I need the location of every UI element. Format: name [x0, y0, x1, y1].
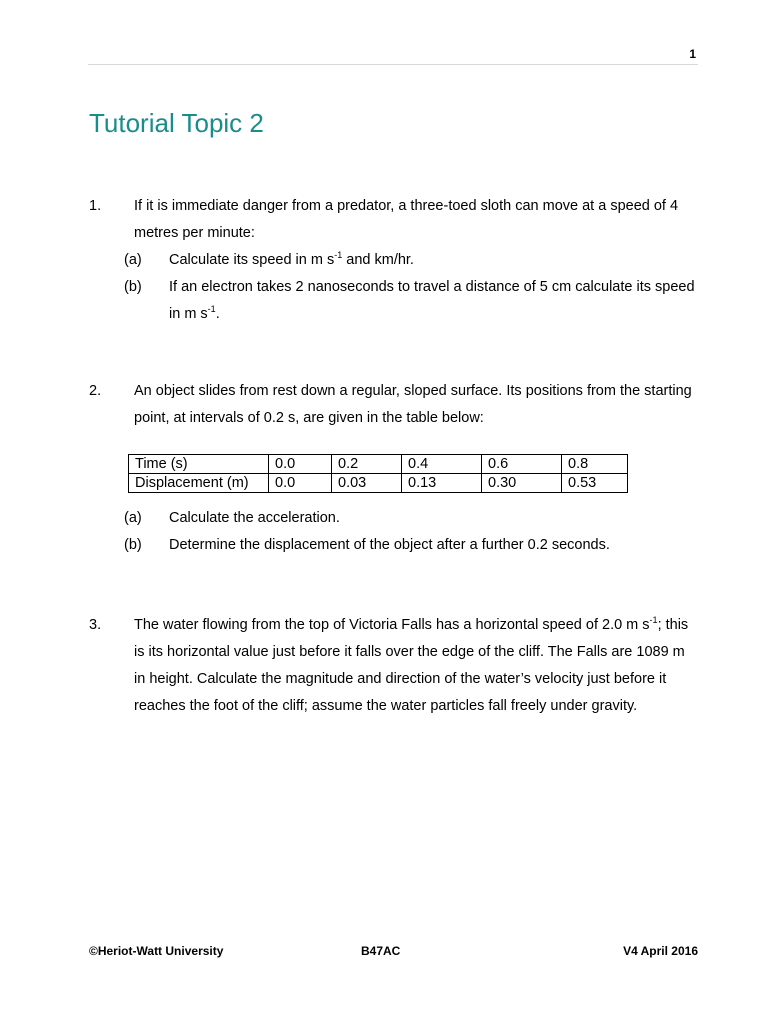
- table-cell: 0.03: [332, 474, 402, 493]
- question-1-part-a: [124, 247, 699, 274]
- question-2-text: An object slides from rest down a regular, sloped surface. Its positions from the starting point, at intervals of 0.2 s, are given in the table below:: [134, 383, 692, 426]
- page-title: Tutorial Topic 2: [89, 108, 264, 138]
- table-row: [129, 455, 628, 474]
- question-2-parts: [124, 505, 704, 559]
- question-3-text: The water flowing from the top of Victoria Falls has a horizontal speed of 2.0 m $s^{-1}$; this is its horizontal value just before it falls over the edge of the cliff. The Falls are 1089 m in height. Calculate the magnitude and direction of the water’s velocity just before it reaches the foot of the cliff; assume the water particles fall freely under gravity.: [134, 615, 689, 714]
- question-1-text: If it is immediate danger from a predator, a three-toed sloth can move at a speed of 4 metres per minute:: [134, 198, 679, 241]
- question-2-part-b-label: (b): [124, 537, 142, 553]
- question-2-part-a-text: Calculate the acceleration.: [169, 510, 340, 526]
- table-cell: 0.0: [269, 474, 332, 493]
- table-cell: 0.4: [402, 455, 482, 474]
- header-divider: [88, 64, 698, 65]
- question-2-part-a-label: (a): [124, 510, 142, 526]
- table-cell: 0.30: [482, 474, 562, 493]
- displacement-table: [128, 454, 628, 493]
- table-cell: Time (s): [129, 455, 269, 474]
- table-cell: 0.8: [562, 455, 628, 474]
- question-1: [89, 193, 699, 328]
- table-cell: 0.53: [562, 474, 628, 493]
- question-1-part-b: [124, 274, 699, 328]
- question-3: [89, 612, 699, 720]
- footer-version: V4 April 2016: [623, 944, 698, 958]
- footer-copyright: ©Heriot-Watt University: [89, 944, 224, 958]
- table-cell: 0.0: [269, 455, 332, 474]
- question-1-part-a-label: (a): [124, 252, 142, 268]
- question-1-part-b-label: (b): [124, 279, 142, 295]
- page-number: 1: [689, 47, 696, 61]
- table-cell: Displacement (m): [129, 474, 269, 493]
- question-2-part-a: [124, 505, 704, 532]
- question-2: [89, 378, 699, 432]
- question-2-part-b: [124, 532, 704, 559]
- question-2-part-b-text: Determine the displacement of the object after a further 0.2 seconds.: [169, 537, 610, 553]
- table-cell: 0.2: [332, 455, 402, 474]
- question-1-part-a-text: Calculate its speed in m $s^{-1}$ and km/hr.: [169, 250, 414, 268]
- table-cell: 0.6: [482, 455, 562, 474]
- table-cell: 0.13: [402, 474, 482, 493]
- question-2-number: 2.: [89, 383, 102, 399]
- table-row: [129, 474, 628, 493]
- question-1-number: 1.: [89, 198, 102, 214]
- question-1-part-b-text: If an electron takes 2 nanoseconds to travel a distance of 5 cm calculate its speed in m $s^{-1}$.: [169, 279, 695, 322]
- question-3-number: 3.: [89, 617, 102, 633]
- footer-course-code: B47AC: [361, 944, 401, 958]
